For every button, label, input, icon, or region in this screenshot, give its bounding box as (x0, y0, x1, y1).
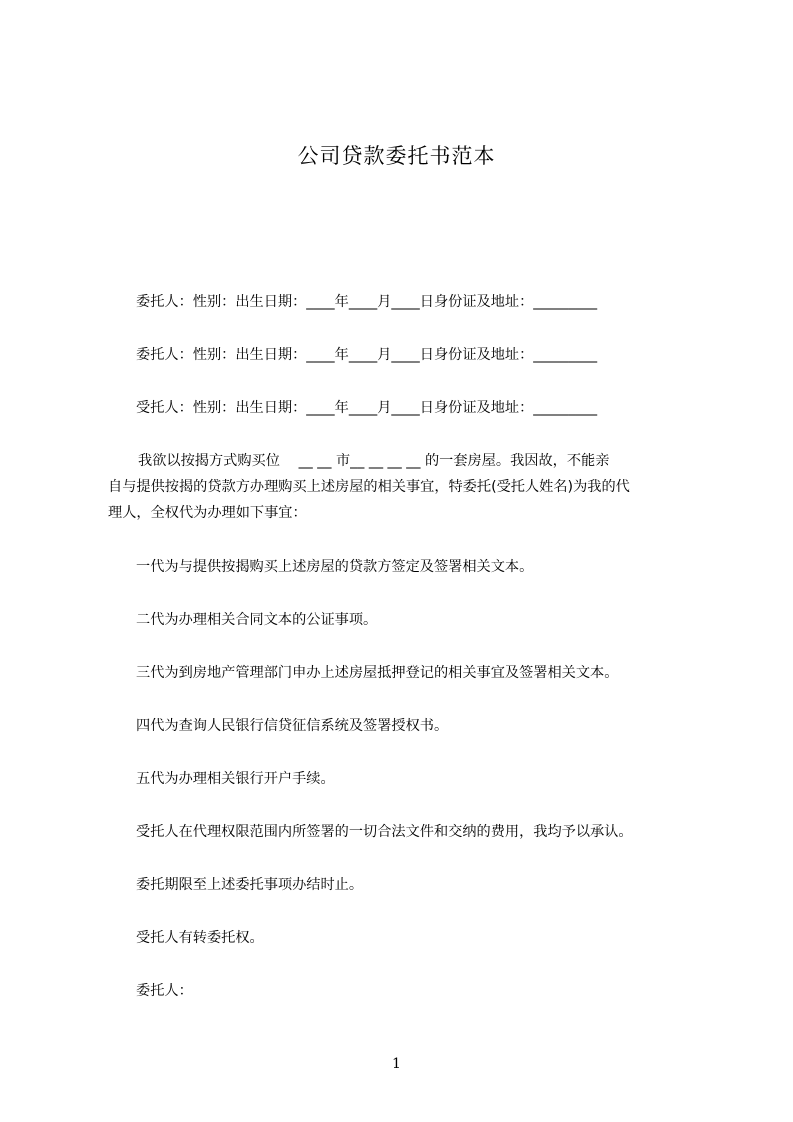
principal-info-line-2: 委托人：性别：出生日期：____年____月____日身份证及地址：_________ (136, 347, 598, 363)
agent-info-line: 受托人：性别：出生日期：____年____月____日身份证及地址：_________ (136, 400, 598, 416)
intro-line-1: 我欲以按揭方式购买位 __ __ 市__ __ __ __ 的一套房屋。我因故，不能亲 (138, 453, 610, 469)
principal-info-line-1: 委托人：性别：出生日期：____年____月____日身份证及地址：_________ (136, 294, 598, 310)
document-title: 公司贷款委托书范本 (297, 144, 496, 168)
acknowledgement-clause: 受托人在代理权限范围内所签署的一切合法文件和交纳的费用，我均予以承认。 (136, 824, 633, 840)
item-5: 五代为办理相关银行开户手续。 (136, 771, 335, 787)
item-1: 一代为与提供按揭购买上述房屋的贷款方签定及签署相关文本。 (136, 559, 534, 575)
item-2: 二代为办理相关合同文本的公证事项。 (136, 612, 378, 628)
item-3: 三代为到房地产管理部门申办上述房屋抵押登记的相关事宜及签署相关文本。 (136, 665, 619, 681)
intro-line-3: 理人，全权代为办理如下事宜： (108, 505, 307, 521)
item-4: 四代为查询人民银行信贷征信系统及签署授权书。 (136, 718, 449, 734)
term-clause: 委托期限至上述委托事项办结时止。 (136, 877, 364, 893)
intro-paragraph (108, 448, 708, 526)
intro-line-2: 自与提供按揭的贷款方办理购买上述房屋的相关事宜，特委托(受托人姓名)为我的代 (108, 479, 630, 495)
principal-signature-label: 委托人： (136, 983, 193, 999)
sub-delegation-clause: 受托人有转委托权。 (136, 930, 264, 946)
page-number: 1 (392, 1056, 401, 1072)
